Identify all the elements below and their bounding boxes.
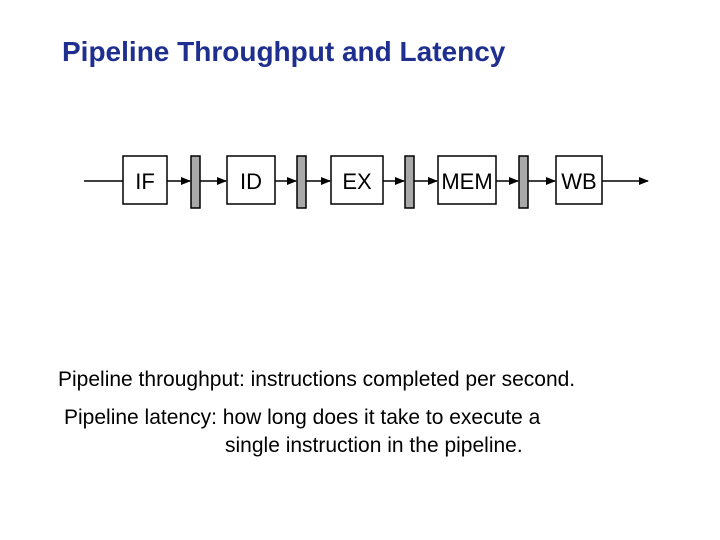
latency-definition-line2: single instruction in the pipeline. bbox=[225, 434, 523, 457]
pipeline-register-mem-wb bbox=[519, 156, 528, 208]
stage-label-mem: MEM bbox=[441, 169, 493, 194]
stage-wb bbox=[556, 156, 602, 204]
stage-if bbox=[123, 156, 167, 204]
stage-id bbox=[227, 156, 275, 204]
stage-mem bbox=[438, 156, 496, 204]
throughput-definition: Pipeline throughput: instructions completed per second. bbox=[58, 368, 576, 391]
stage-ex bbox=[331, 156, 383, 204]
stage-label-id: ID bbox=[240, 169, 262, 194]
pipeline-register-id-ex bbox=[297, 156, 306, 208]
stage-label-wb: WB bbox=[561, 169, 597, 194]
stage-label-if: IF bbox=[135, 169, 155, 194]
page-title: Pipeline Throughput and Latency bbox=[62, 36, 506, 67]
stage-label-ex: EX bbox=[342, 169, 372, 194]
pipeline-register-ex-mem bbox=[405, 156, 414, 208]
latency-definition-line1: Pipeline latency: how long does it take to execute a bbox=[64, 406, 541, 429]
pipeline-register-if-id bbox=[191, 156, 200, 208]
